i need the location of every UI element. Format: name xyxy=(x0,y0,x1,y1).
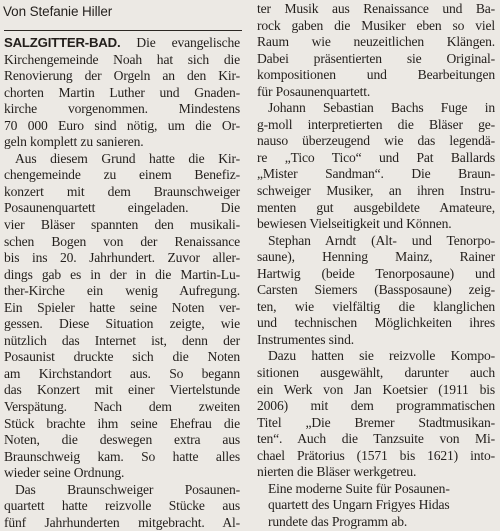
text-line: schweiger Musiker, an ihren Instru- xyxy=(257,183,495,199)
dateline: SALZGITTER-BAD. xyxy=(4,35,121,50)
text-line: „Mister Sandman“. Die Braun- xyxy=(257,166,495,182)
text-line: menten gut ausgebildete Amateure, xyxy=(257,199,495,215)
text-line: Aus diesem Grund hatte die Kir- xyxy=(15,150,240,166)
text-line: Braunschweig kam. So hatte alles xyxy=(4,448,240,464)
text-line: ter Musik aus Renaissance und Ba- xyxy=(257,1,495,16)
text-line: Posaunist druckte sich die Noten xyxy=(4,349,240,365)
byline-divider xyxy=(4,30,242,31)
text-line: Stephan Arndt (Alt- und Tenorpo- xyxy=(268,232,495,248)
right-column-lines xyxy=(257,1,495,531)
text-line: kirche vorgenommen. Mindestens xyxy=(4,101,240,117)
text-line: schen Bogen von der Renaissance xyxy=(4,233,240,249)
text-line: rundete das Programm ab. xyxy=(268,513,408,529)
text-line: Stück brachte ihm seine Ehefrau die xyxy=(4,415,240,431)
text-line: kompositionen und Bearbeitungen xyxy=(257,67,495,83)
text-line: Dabei präsentierten sie Original- xyxy=(257,50,495,66)
text-line: Renovierung der Orgeln an den Kir- xyxy=(4,68,240,84)
text-line: fünf Jahrhunderten mitgebracht. Al- xyxy=(4,514,240,530)
text-line: Dazu hatten sie reizvolle Kompo- xyxy=(268,348,495,364)
text-line: ten, wie vielfältig die klanglichen xyxy=(257,298,495,314)
text-line: Verspätung. Nach dem zweiten xyxy=(4,399,240,415)
text-line: sitionen ausgewählt, darunter auch xyxy=(257,365,495,381)
text-line: chengemeinde zu einem Benefiz- xyxy=(4,167,240,183)
byline: Von Stefanie Hiller xyxy=(3,4,113,19)
text-line: quartett des Ungarn Frigyes Hidas xyxy=(268,497,450,513)
text-line: Eine moderne Suite für Posaunen- xyxy=(268,480,450,496)
text-line: konzert mit dem Braunschweiger xyxy=(4,183,240,199)
article-column-left xyxy=(4,35,240,531)
text-line: chael Prätorius (1571 bis 1621) into- xyxy=(257,447,495,463)
text-line: Posaunenquartett eingeladen. Die xyxy=(4,200,240,216)
text-line: für Posaunenquartett. xyxy=(257,83,371,99)
left-column-lines xyxy=(4,52,240,531)
text-line: 2006) mit dem programmatischen xyxy=(257,398,495,414)
text-line: re „Tico Tico“ und Pat Ballards xyxy=(257,149,495,165)
text-line: Titel „Die Bremer Stadtmusikan- xyxy=(257,414,495,430)
text-line: Carsten Siemers (Bassposaune) zeig- xyxy=(257,282,495,298)
text-line: Das Braunschweiger Posaunen- xyxy=(15,481,240,497)
first-line-text: Die evangelische xyxy=(120,35,240,50)
text-line: und technischen Möglichkeiten ihres xyxy=(257,315,495,331)
text-line: chorten Martin Luther und Gnaden- xyxy=(4,84,240,100)
text-line: quartett hatte reizvolle Stücke aus xyxy=(4,498,240,514)
text-line: das Konzert mit einer Viertelstunde xyxy=(4,382,240,398)
text-line: nützlich das Internet ist, denn der xyxy=(4,332,240,348)
text-line: Noten, die deswegen extra aus xyxy=(4,432,240,448)
text-line: ten“. Auch die Tanzsuite von Mi- xyxy=(257,431,495,447)
text-line: nierten die Bläser werkgetreu. xyxy=(257,464,417,480)
text-line: bis ins 20. Jahrhundert. Zuvor aller- xyxy=(4,250,240,266)
text-line: Raum wie neuzeitlichen Klängen. xyxy=(257,34,495,50)
text-line: gessen. Diese Situation zeigte, wie xyxy=(4,316,240,332)
text-line: Hartwig (beide Tenorposaune) und xyxy=(257,265,495,281)
text-line: Instrumentes sind. xyxy=(257,331,354,347)
text-line: ein Werk von Jan Koetsier (1911 bis xyxy=(257,381,495,397)
text-line: rock gaben die Musiker eben so viel xyxy=(257,17,495,33)
text-line: am Kirchstandort aus. So begann xyxy=(4,365,240,381)
text-line: Johann Sebastian Bachs Fuge in xyxy=(268,100,495,116)
text-line: 70 000 Euro sind nötig, um die Or- xyxy=(4,117,240,133)
article-column-right xyxy=(257,1,495,531)
text-line: Ein Spieler hatte seine Noten ver- xyxy=(4,299,240,315)
text-line: Kirchengemeinde Noah hat sich die xyxy=(4,51,240,67)
text-line: vier Bläser spannten den musikali- xyxy=(4,217,240,233)
text-line: nauso überzeugend wie das legendä- xyxy=(257,133,495,149)
text-line: dings gab es in der in die Martin-Lu- xyxy=(4,266,240,282)
text-line: wieder seine Ordnung. xyxy=(4,465,125,481)
text-line-first xyxy=(4,35,240,52)
text-line: saune), Henning Mainz, Rainer xyxy=(257,249,495,265)
text-line: bewiesen Vielseitigkeit und Können. xyxy=(257,216,452,232)
text-line: geln komplett zu sanieren. xyxy=(4,134,144,150)
text-line: ther-Kirche ein wenig Aufregung. xyxy=(4,283,240,299)
text-line: g-moll interpretierten die Bläser ge- xyxy=(257,116,495,132)
